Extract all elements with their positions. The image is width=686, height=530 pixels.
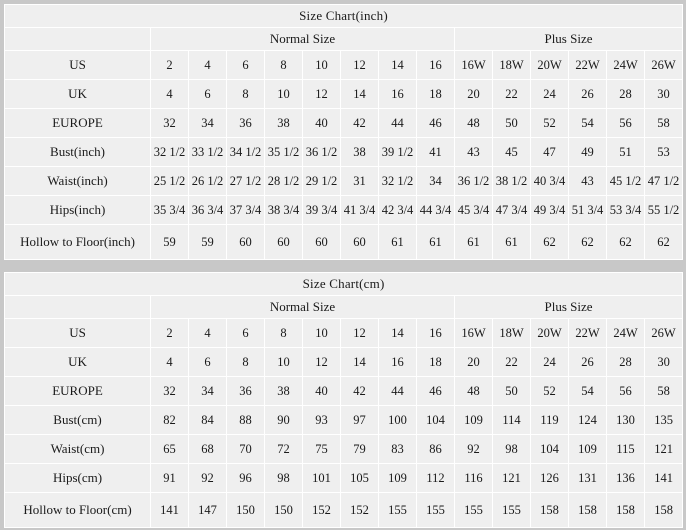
table-cell: 34 xyxy=(189,109,227,138)
table-row xyxy=(5,225,683,260)
table-cell: 28 xyxy=(607,80,645,109)
table-cell: 39 1/2 xyxy=(379,138,417,167)
table-cell: 28 1/2 xyxy=(265,167,303,196)
table-cell: 54 xyxy=(569,377,607,406)
row-label: UK xyxy=(5,80,151,109)
table-cell: 141 xyxy=(645,464,683,493)
table-cell: 28 xyxy=(607,348,645,377)
table-cell: 29 1/2 xyxy=(303,167,341,196)
group-header: Plus Size xyxy=(455,296,683,319)
table-cell: 58 xyxy=(645,109,683,138)
table-cell: 26 1/2 xyxy=(189,167,227,196)
table-cell: 4 xyxy=(151,348,189,377)
table-cell: 109 xyxy=(379,464,417,493)
table-cell: 62 xyxy=(645,225,683,260)
table-cell: 38 xyxy=(341,138,379,167)
table-row xyxy=(5,493,683,528)
table-cell: 18 xyxy=(417,348,455,377)
table-cell: 62 xyxy=(531,225,569,260)
corner-cell xyxy=(5,296,151,319)
table-cell: 33 1/2 xyxy=(189,138,227,167)
row-label: US xyxy=(5,51,151,80)
table-cell: 155 xyxy=(379,493,417,528)
table-cell: 22W xyxy=(569,319,607,348)
table-cell: 8 xyxy=(265,51,303,80)
table-cell: 44 xyxy=(379,109,417,138)
table-cell: 2 xyxy=(151,51,189,80)
size-chart-inch xyxy=(4,4,682,260)
row-label: Hollow to Floor(inch) xyxy=(5,225,151,260)
table-cell: 61 xyxy=(493,225,531,260)
table-cell: 116 xyxy=(455,464,493,493)
table-row xyxy=(5,51,683,80)
table-cell: 83 xyxy=(379,435,417,464)
table-cell: 35 3/4 xyxy=(151,196,189,225)
table-row xyxy=(5,348,683,377)
table-cell: 90 xyxy=(265,406,303,435)
table-cell: 32 xyxy=(151,109,189,138)
table-cell: 61 xyxy=(417,225,455,260)
table-cell: 38 3/4 xyxy=(265,196,303,225)
table-cell: 48 xyxy=(455,377,493,406)
table-row xyxy=(5,167,683,196)
table-cell: 121 xyxy=(493,464,531,493)
table-cell: 16 xyxy=(417,51,455,80)
table-cell: 84 xyxy=(189,406,227,435)
table-cell: 101 xyxy=(303,464,341,493)
table-cell: 20 xyxy=(455,80,493,109)
table-cell: 47 xyxy=(531,138,569,167)
table-cell: 44 xyxy=(379,377,417,406)
group-header: Plus Size xyxy=(455,28,683,51)
group-header: Normal Size xyxy=(151,28,455,51)
table-cell: 147 xyxy=(189,493,227,528)
table-cell: 96 xyxy=(227,464,265,493)
table-cell: 136 xyxy=(607,464,645,493)
size-chart-cm xyxy=(4,272,682,528)
table-cell: 104 xyxy=(531,435,569,464)
table-cell: 61 xyxy=(379,225,417,260)
table-cell: 41 3/4 xyxy=(341,196,379,225)
table-cell: 53 xyxy=(645,138,683,167)
table-row xyxy=(5,138,683,167)
table-cell: 6 xyxy=(227,51,265,80)
table-cell: 53 3/4 xyxy=(607,196,645,225)
table-cell: 79 xyxy=(341,435,379,464)
table-cell: 155 xyxy=(417,493,455,528)
table-cell: 48 xyxy=(455,109,493,138)
table-cell: 36 1/2 xyxy=(303,138,341,167)
table-cell: 88 xyxy=(227,406,265,435)
table-cell: 6 xyxy=(227,319,265,348)
table-cell: 38 xyxy=(265,377,303,406)
table-cell: 10 xyxy=(303,51,341,80)
table-cell: 16 xyxy=(379,80,417,109)
table-cell: 62 xyxy=(569,225,607,260)
table-cell: 6 xyxy=(189,80,227,109)
table-cell: 12 xyxy=(341,319,379,348)
row-label: Hips(cm) xyxy=(5,464,151,493)
table-cell: 58 xyxy=(645,377,683,406)
table-cell: 50 xyxy=(493,109,531,138)
row-label: UK xyxy=(5,348,151,377)
table-cell: 42 xyxy=(341,109,379,138)
table-cell: 75 xyxy=(303,435,341,464)
table-cell: 60 xyxy=(265,225,303,260)
table-cell: 114 xyxy=(493,406,531,435)
chart-title-row xyxy=(5,5,683,28)
table-cell: 56 xyxy=(607,109,645,138)
table-cell: 126 xyxy=(531,464,569,493)
table-cell: 45 1/2 xyxy=(607,167,645,196)
table-cell: 30 xyxy=(645,80,683,109)
table-cell: 158 xyxy=(645,493,683,528)
table-cell: 98 xyxy=(493,435,531,464)
table-cell: 35 1/2 xyxy=(265,138,303,167)
table-cell: 97 xyxy=(341,406,379,435)
table-cell: 70 xyxy=(227,435,265,464)
table-cell: 68 xyxy=(189,435,227,464)
table-cell: 26 xyxy=(569,348,607,377)
table-cell: 8 xyxy=(265,319,303,348)
table-row xyxy=(5,377,683,406)
table-cell: 42 xyxy=(341,377,379,406)
table-cell: 50 xyxy=(493,377,531,406)
table-cell: 12 xyxy=(303,80,341,109)
corner-cell xyxy=(5,28,151,51)
table-cell: 20W xyxy=(531,51,569,80)
table-cell: 27 1/2 xyxy=(227,167,265,196)
table-cell: 32 1/2 xyxy=(151,138,189,167)
table-cell: 20 xyxy=(455,348,493,377)
table-cell: 24W xyxy=(607,319,645,348)
table-cell: 26W xyxy=(645,319,683,348)
table-cell: 12 xyxy=(303,348,341,377)
table-cell: 36 1/2 xyxy=(455,167,493,196)
table-cell: 61 xyxy=(455,225,493,260)
table-cell: 18W xyxy=(493,319,531,348)
table-row xyxy=(5,464,683,493)
table-row xyxy=(5,109,683,138)
table-cell: 72 xyxy=(265,435,303,464)
table-cell: 47 1/2 xyxy=(645,167,683,196)
table-cell: 51 3/4 xyxy=(569,196,607,225)
table-cell: 26 xyxy=(569,80,607,109)
table-cell: 14 xyxy=(379,319,417,348)
table-cell: 55 1/2 xyxy=(645,196,683,225)
table-cell: 56 xyxy=(607,377,645,406)
row-label: Bust(cm) xyxy=(5,406,151,435)
table-cell: 14 xyxy=(341,348,379,377)
table-cell: 65 xyxy=(151,435,189,464)
table-cell: 30 xyxy=(645,348,683,377)
table-cell: 2 xyxy=(151,319,189,348)
table-cell: 40 xyxy=(303,377,341,406)
table-cell: 4 xyxy=(151,80,189,109)
table-cell: 91 xyxy=(151,464,189,493)
table-cell: 98 xyxy=(265,464,303,493)
table-cell: 45 xyxy=(493,138,531,167)
row-label: Waist(cm) xyxy=(5,435,151,464)
table-cell: 22W xyxy=(569,51,607,80)
size-chart-table xyxy=(4,272,683,528)
size-chart-table xyxy=(4,4,683,260)
table-cell: 47 3/4 xyxy=(493,196,531,225)
table-cell: 152 xyxy=(303,493,341,528)
table-cell: 43 xyxy=(569,167,607,196)
row-label: US xyxy=(5,319,151,348)
table-cell: 45 3/4 xyxy=(455,196,493,225)
table-cell: 60 xyxy=(341,225,379,260)
row-label: EUROPE xyxy=(5,109,151,138)
table-cell: 16 xyxy=(379,348,417,377)
table-row xyxy=(5,406,683,435)
table-cell: 24W xyxy=(607,51,645,80)
table-row xyxy=(5,196,683,225)
group-header: Normal Size xyxy=(151,296,455,319)
table-cell: 104 xyxy=(417,406,455,435)
table-cell: 155 xyxy=(493,493,531,528)
table-cell: 38 xyxy=(265,109,303,138)
table-cell: 10 xyxy=(265,80,303,109)
table-cell: 4 xyxy=(189,51,227,80)
table-cell: 36 3/4 xyxy=(189,196,227,225)
row-label: Hips(inch) xyxy=(5,196,151,225)
table-cell: 46 xyxy=(417,109,455,138)
table-cell: 105 xyxy=(341,464,379,493)
table-cell: 92 xyxy=(455,435,493,464)
table-cell: 158 xyxy=(531,493,569,528)
table-cell: 22 xyxy=(493,348,531,377)
table-cell: 36 xyxy=(227,377,265,406)
table-cell: 115 xyxy=(607,435,645,464)
table-cell: 37 3/4 xyxy=(227,196,265,225)
table-cell: 14 xyxy=(379,51,417,80)
table-cell: 44 3/4 xyxy=(417,196,455,225)
chart-title: Size Chart(inch) xyxy=(5,5,683,28)
table-cell: 158 xyxy=(607,493,645,528)
table-cell: 24 xyxy=(531,348,569,377)
table-cell: 16W xyxy=(455,319,493,348)
table-row xyxy=(5,435,683,464)
group-header-row xyxy=(5,28,683,51)
table-cell: 59 xyxy=(151,225,189,260)
row-label: EUROPE xyxy=(5,377,151,406)
table-cell: 109 xyxy=(455,406,493,435)
table-cell: 54 xyxy=(569,109,607,138)
table-cell: 40 xyxy=(303,109,341,138)
table-cell: 49 xyxy=(569,138,607,167)
table-cell: 158 xyxy=(569,493,607,528)
table-cell: 60 xyxy=(227,225,265,260)
row-label: Waist(inch) xyxy=(5,167,151,196)
table-cell: 52 xyxy=(531,109,569,138)
table-cell: 62 xyxy=(607,225,645,260)
table-cell: 10 xyxy=(265,348,303,377)
table-cell: 52 xyxy=(531,377,569,406)
table-cell: 59 xyxy=(189,225,227,260)
table-cell: 36 xyxy=(227,109,265,138)
table-cell: 155 xyxy=(455,493,493,528)
table-cell: 135 xyxy=(645,406,683,435)
table-cell: 86 xyxy=(417,435,455,464)
table-cell: 34 xyxy=(417,167,455,196)
row-label: Hollow to Floor(cm) xyxy=(5,493,151,528)
table-cell: 8 xyxy=(227,80,265,109)
chart-title: Size Chart(cm) xyxy=(5,273,683,296)
table-cell: 38 1/2 xyxy=(493,167,531,196)
table-cell: 121 xyxy=(645,435,683,464)
table-cell: 100 xyxy=(379,406,417,435)
group-header-row xyxy=(5,296,683,319)
table-cell: 152 xyxy=(341,493,379,528)
table-cell: 40 3/4 xyxy=(531,167,569,196)
table-row xyxy=(5,319,683,348)
table-cell: 92 xyxy=(189,464,227,493)
table-cell: 130 xyxy=(607,406,645,435)
table-cell: 25 1/2 xyxy=(151,167,189,196)
table-cell: 82 xyxy=(151,406,189,435)
table-cell: 34 xyxy=(189,377,227,406)
table-cell: 150 xyxy=(227,493,265,528)
table-cell: 46 xyxy=(417,377,455,406)
table-cell: 16W xyxy=(455,51,493,80)
table-cell: 12 xyxy=(341,51,379,80)
table-cell: 124 xyxy=(569,406,607,435)
table-cell: 93 xyxy=(303,406,341,435)
table-cell: 131 xyxy=(569,464,607,493)
table-cell: 112 xyxy=(417,464,455,493)
table-cell: 51 xyxy=(607,138,645,167)
table-cell: 39 3/4 xyxy=(303,196,341,225)
table-cell: 14 xyxy=(341,80,379,109)
table-cell: 22 xyxy=(493,80,531,109)
table-cell: 31 xyxy=(341,167,379,196)
table-cell: 4 xyxy=(189,319,227,348)
table-cell: 43 xyxy=(455,138,493,167)
row-label: Bust(inch) xyxy=(5,138,151,167)
table-cell: 34 1/2 xyxy=(227,138,265,167)
table-cell: 60 xyxy=(303,225,341,260)
table-cell: 8 xyxy=(227,348,265,377)
table-cell: 10 xyxy=(303,319,341,348)
table-cell: 18W xyxy=(493,51,531,80)
table-cell: 6 xyxy=(189,348,227,377)
table-cell: 16 xyxy=(417,319,455,348)
table-cell: 109 xyxy=(569,435,607,464)
table-cell: 18 xyxy=(417,80,455,109)
table-cell: 24 xyxy=(531,80,569,109)
table-cell: 20W xyxy=(531,319,569,348)
table-cell: 49 3/4 xyxy=(531,196,569,225)
table-cell: 141 xyxy=(151,493,189,528)
table-cell: 119 xyxy=(531,406,569,435)
chart-title-row xyxy=(5,273,683,296)
table-cell: 42 3/4 xyxy=(379,196,417,225)
table-cell: 150 xyxy=(265,493,303,528)
table-cell: 32 xyxy=(151,377,189,406)
table-row xyxy=(5,80,683,109)
table-cell: 41 xyxy=(417,138,455,167)
table-cell: 32 1/2 xyxy=(379,167,417,196)
table-cell: 26W xyxy=(645,51,683,80)
